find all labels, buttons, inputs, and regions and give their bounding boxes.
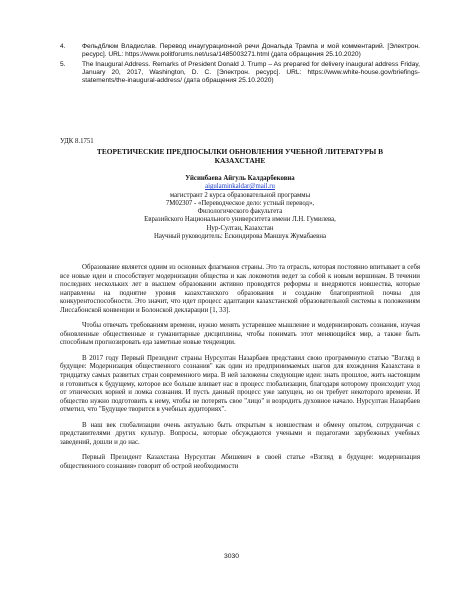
body-paragraph: В 2017 году Первый Президент страны Нурсултан Назарбаев представил свою программную статью "Взгляд в будущее: Модернизация общественного сознания" как один из предпринимаемых шагов для вхождения Казахстана в тридцатку самых развитых стран современного мира. В ней заложены следующие идеи: знать прошлое, жить настоящим и готовиться к будущему, которое все больше вливает нас в процесс глобализации, благодаря которому происходит уход от этнических корней и ломка сознания. И пусть данный процесс уже запущен, но он требует некоторого времени. И общество нужно подготовить к нему, чтобы не потерять свое "лицо" и возродить духовное начало. Нурсултан Назарбаев отметил, что "Будущее творится в учебных аудиториях". [60,354,420,414]
reference-item [60,43,420,59]
author-info-line: магистрант 2 курса образовательной программы [169,191,311,199]
reference-number: 5. [60,61,66,69]
author-block [60,175,420,241]
article-body [60,264,420,478]
page-number: 3030 [223,553,240,560]
title-line: КАЗАХСТАНЕ [214,156,266,165]
reference-text: The Inaugural Address. Remarks of President Donald J. Trump – As prepared for delivery inaugural address Friday, January 20, 2017, Washington, D. C. [Электрон. ресурс]. URL: https://www.white-house.gov/briefings-statements/the-inaugural-address/ (дата обращения 25.10.2020) [82,61,420,85]
reference-item [60,61,420,85]
author-info-line: Евразийского Национального университета имени Л.Н. Гумилева, [144,216,336,224]
author-name: Уйсинбаева Айгуль Калдарбековна [185,175,295,182]
udk-code: УДК 8.1751 [60,138,94,145]
title-line: ТЕОРЕТИЧЕСКИЕ ПРЕДПОСЫЛКИ ОБНОВЛЕНИЯ УЧЕБНОЙ ЛИТЕРАТУРЫ В [96,147,384,156]
supervisor-line: Научный руководитель: Ескиндирова Маншук Жумабаевна [153,233,327,241]
author-info-line: Филологического факультета [197,208,283,216]
body-paragraph: Чтобы отвечать требованиям времени, нужно менять устаревшее мышление и модернизировать сознания, изучая обновленные общественные и гуманитарные дисциплины, чтобы понимать этот меняющийся мир, а также быть способным прогнозировать еда заметные новые тенденции. [60,322,420,347]
reference-text: Фельдблюм Владислав. Перевод инаугурационной речи Дональда Трампа и мой комментарий. [Электрон. ресурс]. URL: https://www.politforums.net/usa/1485003271.html (дата обращения 25.10.2020) [82,43,420,59]
article-title [60,147,420,165]
reference-number: 4. [60,43,66,50]
body-paragraph: В наш век глобализации очень актуально быть открытым к новшествам и обмену опытом, сотрудничая с представителями других культур. Вопросы, которые обсуждаются учеными и педагогами зарубежных учебных заведений, дошли и до нас. [60,421,420,446]
body-paragraph: Образование является одним из основных флагманов страны. Это та отрасль, которая постоянно впитывает в себя все новые идеи и способствует модернизации общества и как локомотив ведет за собой к новым вершинам. В течении последних нескольких лет в высшем образовании активно проводятся реформы и внедряются новшества, которые направлены на поднятие уровня казахстанского образования и создание благоприятной почвы для конкурентоспособности. Это значит, что идет процесс адаптации казахстанской образовательной системы к положениям Лиссабонской конвенции и Болонской декларации [1, 33]. [60,264,420,314]
author-info-line: Нур-Султан, Казахстан [206,224,274,232]
author-email-link[interactable]: aigulaminkaldar@mail.ru [205,183,275,191]
body-paragraph: Первый Президент Казахстана Нурсултан Абишевич в своей статье «Взгляд в будущее: модернизация общественного сознания» говорит об острой необходимости [60,454,420,470]
author-info-line: 7М02307 - «Переводческое дело: устный перевод», [165,199,315,207]
reference-list [60,43,420,87]
